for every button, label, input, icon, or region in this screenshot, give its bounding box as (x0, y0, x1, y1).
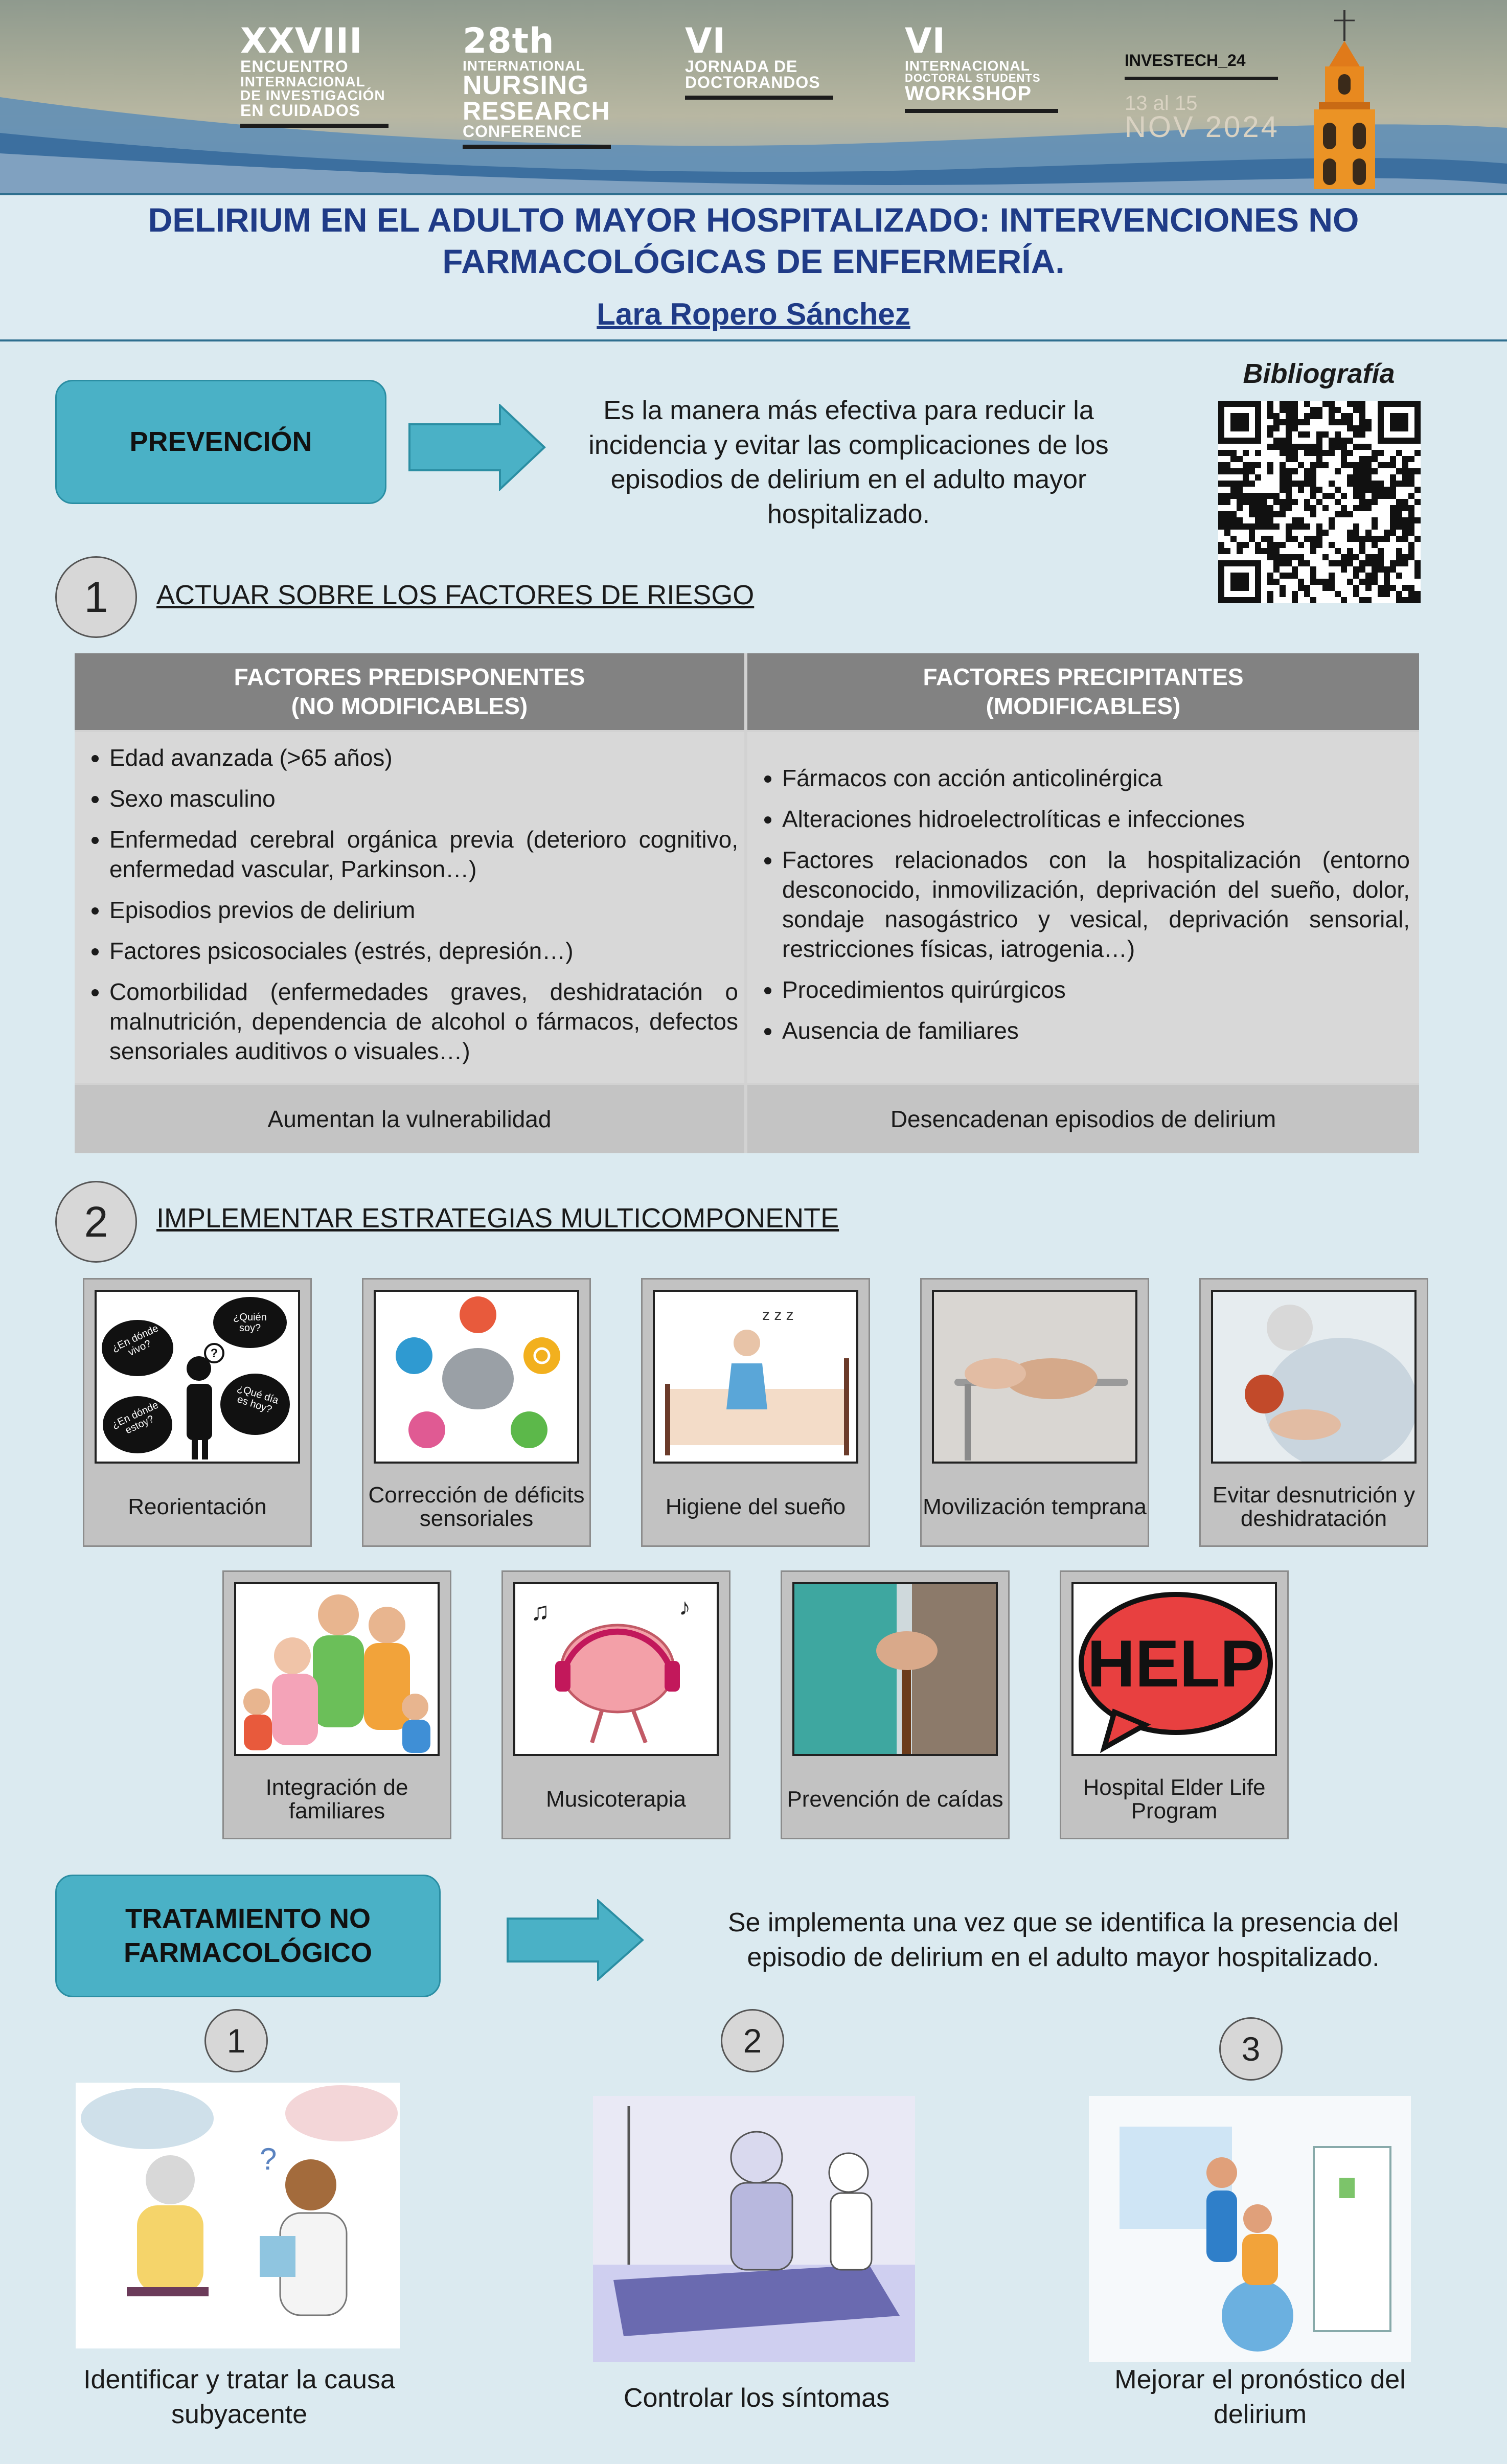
rehabilitation-illustration (1089, 2096, 1411, 2362)
card-label: Integración de familiares (265, 1774, 408, 1823)
table-footer-predisposing: Aumentan la vulnerabilidad (75, 1085, 744, 1153)
list-item: • Alteraciones hidroelectrolíticas e infecciones (782, 805, 1410, 834)
strategy-card-falls (781, 1570, 1010, 1839)
prevention-text: Es la manera más efectiva para reducir la incidencia y evitar las complicaciones de los episodios de delirium en el adulto mayor hospitalizado. (588, 396, 1109, 529)
header-line: (NO MODIFICABLES) (291, 693, 528, 719)
investech-rule (1125, 77, 1278, 80)
help-illustration (1071, 1582, 1277, 1756)
conference-4-line: DOCTORAL STUDENTS (905, 72, 1041, 85)
header-line: FACTORES PRECIPITANTES (923, 663, 1244, 690)
header-line: (MODIFICABLES) (986, 693, 1181, 719)
cane-hands-icon (794, 1584, 998, 1754)
falls-photo (792, 1582, 998, 1756)
table-header-predisposing (75, 653, 744, 730)
conference-4-big: VI (905, 21, 946, 61)
conference-2 (463, 21, 611, 149)
mobilization-photo (932, 1290, 1137, 1464)
card-label: Hospital Elder Life Program (1083, 1774, 1266, 1823)
conference-4-line: WORKSHOP (905, 82, 1032, 105)
svg-text:?: ? (210, 1347, 218, 1360)
svg-text:?: ? (260, 2142, 277, 2176)
card-label: Prevención de caídas (787, 1786, 1003, 1812)
list-item: • Procedimientos quirúrgicos (782, 975, 1410, 1005)
sleepy-person-icon (655, 1292, 858, 1462)
conference-2-big: 28th (463, 21, 555, 61)
help-speech-bubble-icon (1074, 1584, 1277, 1754)
arrow-right-icon (408, 404, 546, 491)
table-header-precipitating (747, 653, 1419, 730)
list-item: • Comorbilidad (enfermedades graves, deshidratación o malnutrición, dependencia de alcohol o fármacos, defectos sensoriales auditivos o visuales…) (109, 977, 738, 1066)
bubble-text: ¿Qué día es hoy? (236, 1382, 280, 1416)
section-number-1: 1 (55, 556, 137, 638)
list-item: • Edad avanzada (>65 años) (109, 743, 738, 773)
treatment-text: Se implementa una vez que se identifica la presencia del episodio de delirium en el adulto mayor hospitalizado. (727, 1908, 1399, 1972)
list-item: • Episodios previos de delirium (109, 896, 738, 925)
author-name: Lara Ropero Sánchez (597, 297, 910, 331)
svg-text:z z z: z z z (762, 1307, 794, 1324)
list-item: • Ausencia de familiares (782, 1016, 1410, 1046)
step-label-1: Identificar y tratar la causa subyacente (83, 2365, 395, 2429)
svg-text:♪: ♪ (679, 1593, 691, 1620)
sensory-illustration (374, 1290, 579, 1464)
bibliography-label: Bibliografía (1243, 358, 1395, 389)
card-label: Corrección de déficits sensoriales (368, 1482, 585, 1531)
conference-1-line: INTERNACIONAL (240, 73, 366, 89)
strategy-card-music (501, 1570, 730, 1839)
conference-2-line: CONFERENCE (463, 122, 583, 141)
section-number-2: 2 (55, 1181, 137, 1263)
svg-text:♫: ♫ (531, 1597, 550, 1626)
sleep-illustration (653, 1290, 858, 1464)
card-label: Higiene del sueño (665, 1494, 846, 1519)
table-cell-precipitating (747, 732, 1419, 1083)
dates-label: 13 al 15 (1125, 92, 1198, 115)
brain-senses-icon (376, 1292, 579, 1462)
strategy-card-family (222, 1570, 451, 1839)
music-illustration (513, 1582, 719, 1756)
conference-3-line: JORNADA DE (685, 57, 798, 76)
strategy-card-reorientation (83, 1278, 312, 1547)
bubble-text: ¿En dónde vivo? (110, 1322, 161, 1358)
conference-1-line: DE INVESTIGACIÓN (240, 87, 385, 104)
bubble-text: ¿En dónde estoy? (110, 1399, 161, 1436)
strategy-card-sleep (641, 1278, 870, 1547)
list-item: • Fármacos con acción anticolinérgica (782, 764, 1410, 793)
family-group-icon (236, 1584, 440, 1754)
symptom-control-illustration (593, 2096, 915, 2362)
family-illustration (234, 1582, 440, 1756)
walker-hands-icon (934, 1292, 1137, 1462)
conference-2-line: INTERNATIONAL (463, 57, 585, 74)
arrow-right-icon (506, 1899, 644, 1981)
conference-3-big: VI (685, 21, 726, 61)
section-heading-2: IMPLEMENTAR ESTRATEGIAS MULTICOMPONENTE (156, 1203, 839, 1234)
table-footer-precipitating: Desencadenan episodios de delirium (747, 1085, 1419, 1153)
conference-1-line: ENCUENTRO (240, 57, 349, 76)
help-text: HELP (1087, 1626, 1265, 1701)
conference-2-line: RESEARCH (463, 97, 610, 126)
poster-title: DELIRIUM EN EL ADULTO MAYOR HOSPITALIZADO: INTERVENCIONES NO FARMACOLÓGICAS DE ENFERMERÍA. (148, 201, 1359, 280)
risk-factors-table (75, 653, 1419, 1153)
conference-4 (905, 21, 1058, 113)
step-number-1: 1 (204, 2009, 268, 2072)
month-year-label: NOV 2024 (1125, 110, 1280, 144)
conference-1-line: EN CUIDADOS (240, 101, 361, 120)
step-label-2: Controlar los síntomas (623, 2383, 890, 2413)
conference-3-line: DOCTORANDOS (685, 73, 820, 92)
qr-code[interactable] (1218, 401, 1421, 603)
header-line: FACTORES PREDISPONENTES (234, 663, 585, 690)
reorientation-illustration (95, 1290, 300, 1464)
conference-2-line: NURSING (463, 71, 589, 101)
strategy-card-help (1060, 1570, 1289, 1839)
patient-eating-icon (1213, 1292, 1417, 1462)
list-item: • Factores psicosociales (estrés, depresión…) (109, 937, 738, 966)
list-item: • Enfermedad cerebral orgánica previa (deterioro cognitivo, enfermedad vascular, Parkinson…) (109, 825, 738, 884)
table-cell-predisposing (75, 732, 744, 1083)
card-label: Movilización temprana (923, 1494, 1147, 1519)
step-number-2: 2 (721, 2009, 784, 2072)
card-label: Musicoterapia (546, 1786, 686, 1812)
nutrition-photo (1211, 1290, 1417, 1464)
card-label: Reorientación (128, 1494, 267, 1519)
list-item: • Factores relacionados con la hospitalización (entorno desconocido, inmovilización, deprivación del sueño, dolor, sondaje nasogástrico y vesical, deprivación sensorial, restricciones físicas, iatrogenia…) (782, 846, 1410, 964)
investech-label: INVESTECH_24 (1125, 51, 1246, 70)
prevention-pill: PREVENCIÓN (55, 380, 386, 504)
strategy-card-sensory (362, 1278, 591, 1547)
bubble-text: ¿Quién soy? (233, 1312, 267, 1334)
conference-4-line: INTERNACIONAL (905, 57, 1030, 74)
brain-headphones-icon (515, 1584, 719, 1754)
precipitating-list (747, 732, 1419, 1046)
treatment-pill: TRATAMIENTO NO FARMACOLÓGICO (55, 1875, 441, 1997)
list-item: • Sexo masculino (109, 784, 738, 814)
strategy-card-nutrition (1199, 1278, 1428, 1547)
section-heading-1: ACTUAR SOBRE LOS FACTORES DE RIESGO (156, 580, 755, 610)
conference-1 (240, 21, 389, 128)
step-label-3: Mejorar el pronóstico del delirium (1114, 2365, 1406, 2429)
conference-3 (685, 21, 833, 100)
tower-icon (1293, 5, 1396, 189)
doctor-patient-illustration (76, 2083, 400, 2348)
predisposing-list (75, 732, 744, 1066)
conference-1-big: XXVIII (240, 21, 363, 61)
header-banner (0, 0, 1507, 193)
strategy-card-mobilization (920, 1278, 1149, 1547)
step-number-3: 3 (1219, 2017, 1283, 2081)
card-label: Evitar desnutrición y deshidratación (1212, 1482, 1415, 1531)
